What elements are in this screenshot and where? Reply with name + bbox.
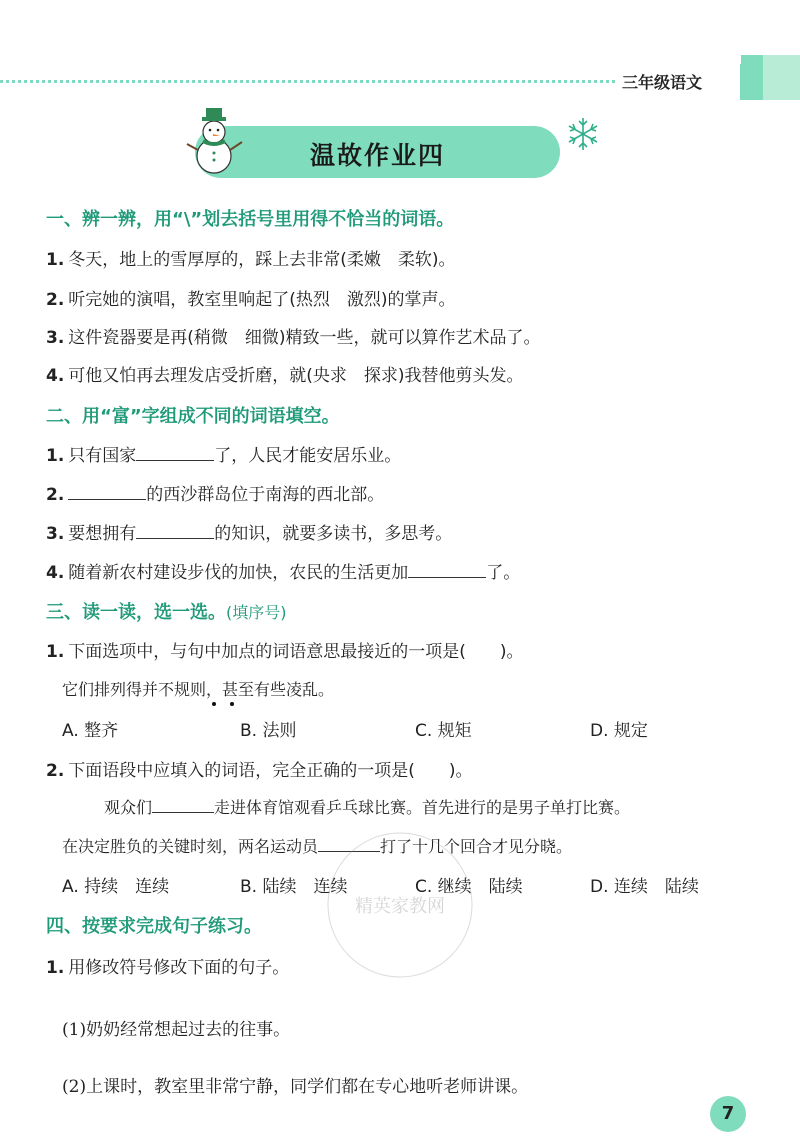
question-1-2 [46,285,456,310]
emphasis-dot [212,702,216,706]
question-2-1 [46,441,401,466]
emphasis-dot [230,702,234,706]
sentence-1: (1)奶奶经常想起过去的往事。 [62,1020,291,1040]
page-number-badge [710,1096,746,1132]
question-text-before: 只有国家 [68,446,137,466]
question-text-after: 了。 [486,563,521,583]
snowman-icon [182,108,252,178]
question-1-4 [46,361,524,386]
question-1-1 [46,245,456,270]
question-text: 听完她的演唱，教室里响起了(热烈 激烈)的掌声。 [68,290,456,310]
passage-line-1 [104,795,630,818]
question-text-before: 随着新农村建设步伐的加快，农民的生活更加 [68,563,409,583]
question-number: 2. [46,485,65,505]
passage-text: 在决定胜负的关键时刻，两名运动员 [62,837,319,856]
question-number: 1. [46,642,65,662]
watermark-text: 精英家教网 [355,896,445,917]
question-number: 1. [46,446,65,466]
example-sentence: 它们排列得并不规则，甚至有些凌乱。 [62,680,335,699]
question-text-before: 要想拥有 [68,524,137,544]
page-number: 7 [721,1103,735,1124]
question-1-3 [46,323,541,348]
question-number: 1. [46,958,65,978]
section-3-note: (填序号) [226,603,287,622]
question-3-2 [46,756,473,781]
question-text-after: 了，人民才能安居乐业。 [214,446,402,466]
passage-text: 走进体育馆观看乒乓球比赛。首先进行的是男子单打比赛。 [214,798,631,817]
question-text: 用修改符号修改下面的句子。 [68,958,290,978]
option-c[interactable]: C. 继续 陆续 [415,877,523,897]
edge-strip [741,55,763,100]
grade-label: 三年级语文 [622,73,703,92]
question-number: 1. [46,250,65,270]
option-c[interactable]: C. 规矩 [415,721,472,741]
section-3-heading [46,598,287,624]
question-4-1 [46,953,289,978]
question-number: 4. [46,563,65,583]
question-text-after: 的知识，就要多读书，多思考。 [214,524,453,544]
question-text: 冬天，地上的雪厚厚的，踩上去非常(柔嫩 柔软)。 [68,250,456,270]
option-d[interactable]: D. 规定 [590,721,648,741]
question-text: 下面语段中应填入的词语，完全正确的一项是( )。 [68,761,473,781]
question-2-4 [46,558,520,583]
edge-strip-light [763,55,800,100]
question-text: 下面选项中，与句中加点的词语意思最接近的一项是( )。 [68,642,524,662]
option-b[interactable]: B. 陆续 连续 [240,877,348,897]
question-number: 2. [46,290,65,310]
page-title: 温故作业四 [309,141,445,170]
question-2-2 [46,480,384,505]
question-number: 4. [46,366,65,386]
section-4-heading: 四、按要求完成句子练习。 [46,916,262,937]
question-number: 2. [46,761,65,781]
fill-blank[interactable] [408,561,486,578]
fill-blank[interactable] [152,796,214,813]
fill-blank[interactable] [136,522,214,539]
question-3-1 [46,637,524,662]
sentence-2: (2)上课时，教室里非常宁静，同学们都在专心地听老师讲课。 [62,1077,529,1097]
option-b[interactable]: B. 法则 [240,721,297,741]
question-2-3 [46,519,452,544]
passage-text: 观众们 [104,798,153,817]
passage-text: 打了十几个回合才见分晓。 [380,837,573,856]
question-number: 3. [46,524,65,544]
question-text: 这件瓷器要是再(稍微 细微)精致一些，就可以算作艺术品了。 [68,328,541,348]
section-1-heading: 一、辨一辨，用“\”划去括号里用得不恰当的词语。 [46,209,455,230]
snowflake-icon [565,116,601,152]
question-text: 可他又怕再去理发店受折磨，就(央求 探求)我替他剪头发。 [68,366,524,386]
fill-blank[interactable] [136,444,214,461]
option-a[interactable]: A. 持续 连续 [62,877,170,897]
section-2-heading: 二、用“富”字组成不同的词语填空。 [46,406,340,427]
question-number: 3. [46,328,65,348]
watermark-seal [315,820,485,990]
option-a[interactable]: A. 整齐 [62,721,119,741]
fill-blank[interactable] [68,483,146,500]
section-3-title: 三、读一读，选一选。 [46,602,226,623]
question-text-after: 的西沙群岛位于南海的西北部。 [146,485,385,505]
option-d[interactable]: D. 连续 陆续 [590,877,699,897]
